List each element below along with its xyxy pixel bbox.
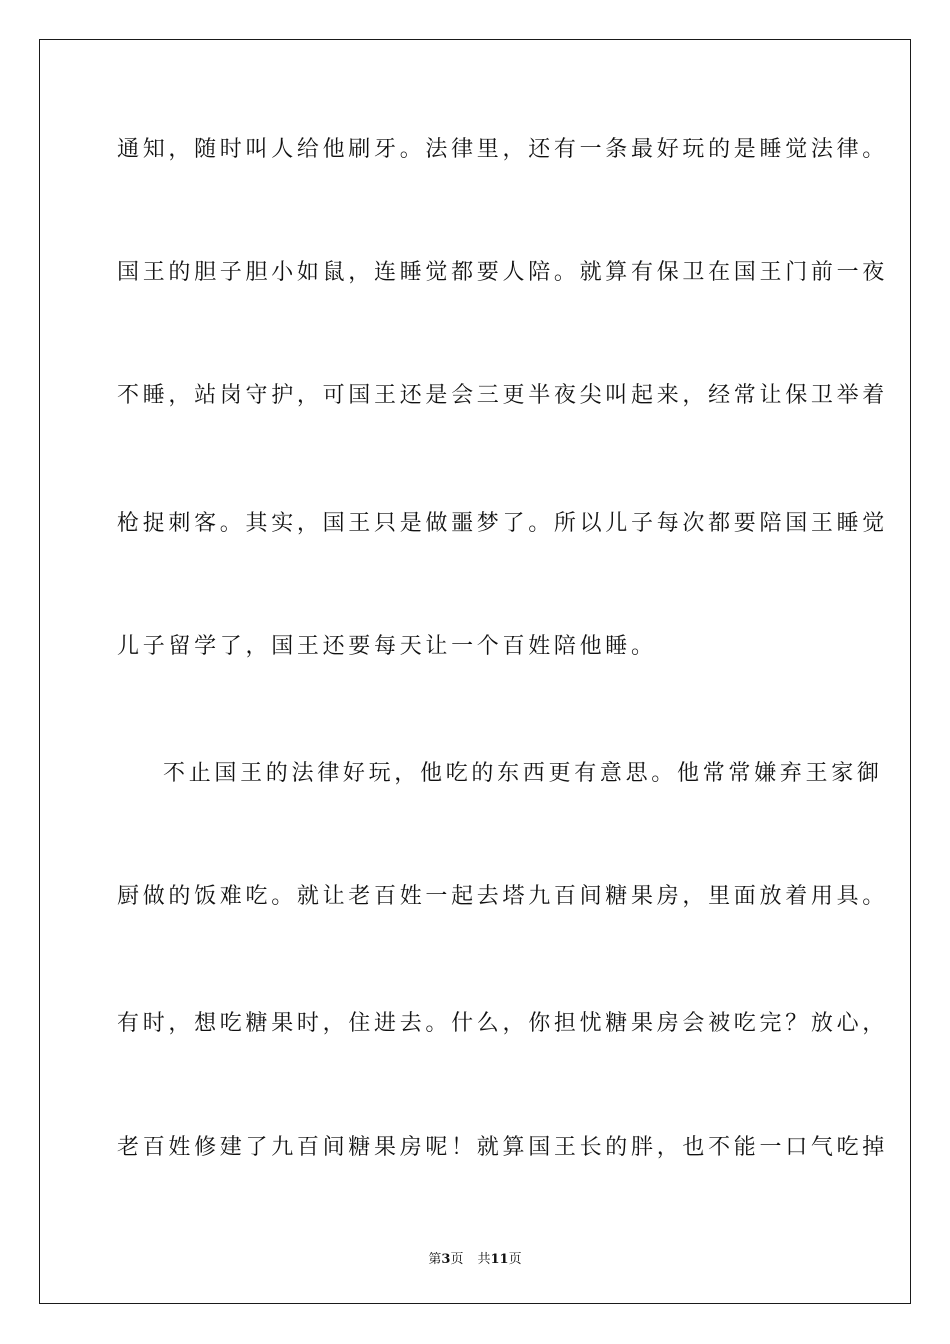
page-number: 3 <box>441 1252 451 1267</box>
text-line-5: 儿子留学了，国王还要每天让一个百姓陪他睡。 <box>117 634 657 659</box>
total-prefix: 共 <box>477 1252 491 1267</box>
text-line-8: 有时，想吃糖果时，住进去。什么，你担忧糖果房会被吃完？放心， <box>117 1011 889 1036</box>
text-line-3: 不睡，站岗守护，可国王还是会三更半夜尖叫起来，经常让保卫举着 <box>117 383 889 408</box>
text-line-7: 厨做的饭难吃。就让老百姓一起去塔九百间糖果房，里面放着用具。 <box>117 884 889 909</box>
page-border <box>39 39 911 1304</box>
text-line-9: 老百姓修建了九百间糖果房呢！就算国王长的胖，也不能一口气吃掉 <box>117 1135 889 1160</box>
total-pages: 11 <box>490 1252 509 1267</box>
page-prefix: 第 <box>428 1252 442 1267</box>
page-footer <box>0 1248 950 1267</box>
total-suffix: 页 <box>508 1252 522 1267</box>
text-line-6-paragraph-start: 不止国王的法律好玩，他吃的东西更有意思。他常常嫌弃王家御 <box>163 761 883 786</box>
page-suffix: 页 <box>450 1252 464 1267</box>
text-line-1: 通知，随时叫人给他刷牙。法律里，还有一条最好玩的是睡觉法律。 <box>117 137 889 162</box>
text-line-4: 枪捉刺客。其实，国王只是做噩梦了。所以儿子每次都要陪国王睡觉 <box>117 511 889 536</box>
text-line-2: 国王的胆子胆小如鼠，连睡觉都要人陪。就算有保卫在国王门前一夜 <box>117 260 889 285</box>
